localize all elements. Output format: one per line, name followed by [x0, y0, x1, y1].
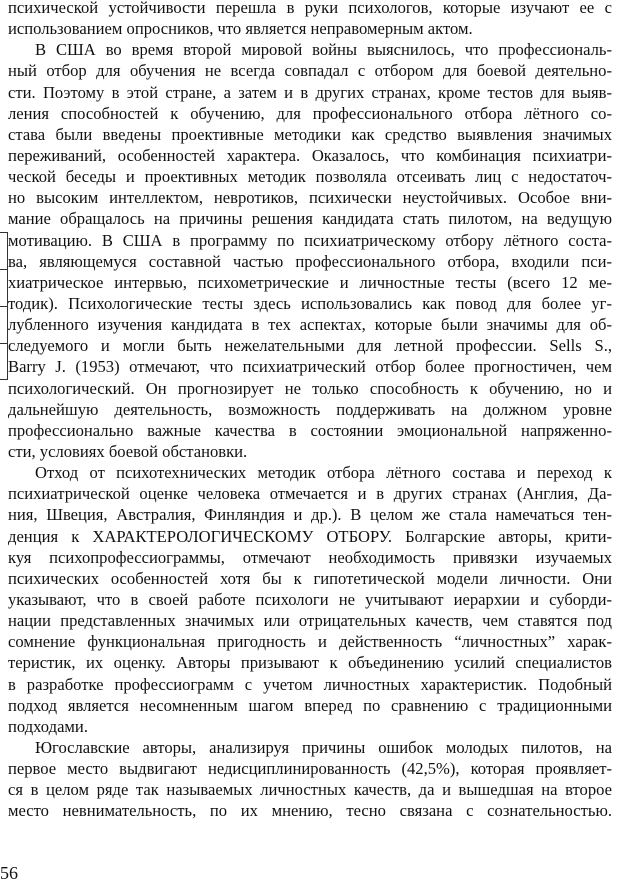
body-text [8, 0, 612, 821]
text-line: психиатрической оценке человека отмечается и в других странах (Англия, Да- [8, 484, 612, 504]
margin-tick [0, 343, 7, 344]
text-line: профессионально важные качества в состоянии эмоциональной напряженно- [8, 420, 612, 440]
text-line: мотивацию. В США в программу по психиатрическому отбору лётного соста- [8, 230, 612, 250]
text-line: переживаний, особенностей характера. Оказалось, что комбинация психиатри- [8, 145, 612, 165]
text-line: подходами. [8, 716, 88, 736]
text-line: подход является несомненным шагом вперед по сравнению с традиционными [8, 695, 612, 715]
text-line: нации представленных значимых или отрицательных качеств, чем ставятся под [8, 611, 612, 631]
margin-tick [0, 269, 7, 270]
text-line: ческой беседы и проективных методик позволяла отсеивать лиц с недостаточ- [8, 167, 612, 187]
text-line: ва, являющемуся составной частью профессионального отбора, входили пси- [8, 251, 612, 271]
text-line: мание обращалось на причины решения кандидата стать пилотом, на ведущую [8, 209, 612, 229]
text-line: В США во время второй мировой войны выяснилось, что профессиональ- [35, 40, 612, 60]
text-line: става были введены проективные методики как средство выявления значимых [8, 124, 612, 144]
text-line: психологический. Он прогнозирует не только способность к обучению, но и [8, 378, 612, 398]
text-line: куя психопрофессиограммы, отмечают необходимость привязки изучаемых [8, 547, 612, 567]
text-line: первое место выдвигают недисциплинированность (42,5%), которая проявляет- [8, 759, 612, 779]
text-line: но высоким интеллектом, невротиков, психически неустойчивых. Особое вни- [8, 188, 612, 208]
text-line: дальнейшую деятельность, возможность поддерживать на должном уровне [8, 399, 612, 419]
text-line: ления способностей к обучению, для профессионального отбора лётного со- [8, 103, 612, 123]
text-line: денция к ХАРАКТЕРОЛОГИЧЕСКОМУ ОТБОРУ. Болгарские авторы, крити- [8, 526, 612, 546]
text-line: хиатрическое интервью, психометрические и личностные тесты (всего 12 ме- [8, 272, 612, 292]
text-line: ния, Швеция, Австралия, Финляндия и др.). В целом же стала намечаться тен- [8, 505, 612, 525]
text-line: в разработке профессиограмм с учетом личностных характеристик. Подобный [8, 674, 612, 694]
text-line: указывают, что в своей работе психологи не учитывают иерархии и суборди- [8, 589, 612, 609]
text-line: место невнимательность, по их мнению, тесно связана с сознательностью. [8, 801, 612, 821]
text-line: Югославские авторы, анализируя причины ошибок молодых пилотов, на [35, 737, 612, 757]
text-line: лубленного изучения кандидата в тех аспектах, которые были значимы для об- [8, 315, 612, 335]
page-number: 56 [0, 863, 18, 883]
text-line: Barry J. (1953) отмечают, что психиатрический отбор более прогностичен, чем [8, 357, 612, 377]
text-line: психической устойчивости перешла в руки психологов, которые изучают ее с [8, 0, 612, 17]
text-line: сти, условиях боевой обстановки. [8, 441, 248, 461]
text-line: психических особенностей хотя бы к гипотетической модели личности. Они [8, 568, 612, 588]
text-line: использованием опросников, что является неправомерным актом. [8, 19, 473, 39]
text-line: ся в целом ряде так называемых личностных качеств, да и вышедшая на второе [8, 780, 612, 800]
text-line: сти. Поэтому в этой стране, а затем и в других странах, кроме тестов для выяв- [8, 82, 612, 102]
text-line: ный отбор для обучения не всегда совпадал с отбором для боевой деятельно- [8, 61, 612, 81]
margin-bracket-mark [0, 232, 8, 380]
text-line: теристик, их оценку. Авторы призывают к объединению усилий специалистов [8, 653, 612, 673]
text-line: следуемого и могли быть нежелательными для летной профессии. Sells S., [8, 336, 612, 356]
text-line: тодик). Психологические тесты здесь использовались как повод для более уг- [8, 293, 612, 313]
text-line: сомнение функциональная пригодность и действенность “личностных” харак- [8, 632, 612, 652]
margin-tick [0, 306, 7, 307]
text-line: Отход от психотехнических методик отбора лётного состава и переход к [35, 463, 612, 483]
